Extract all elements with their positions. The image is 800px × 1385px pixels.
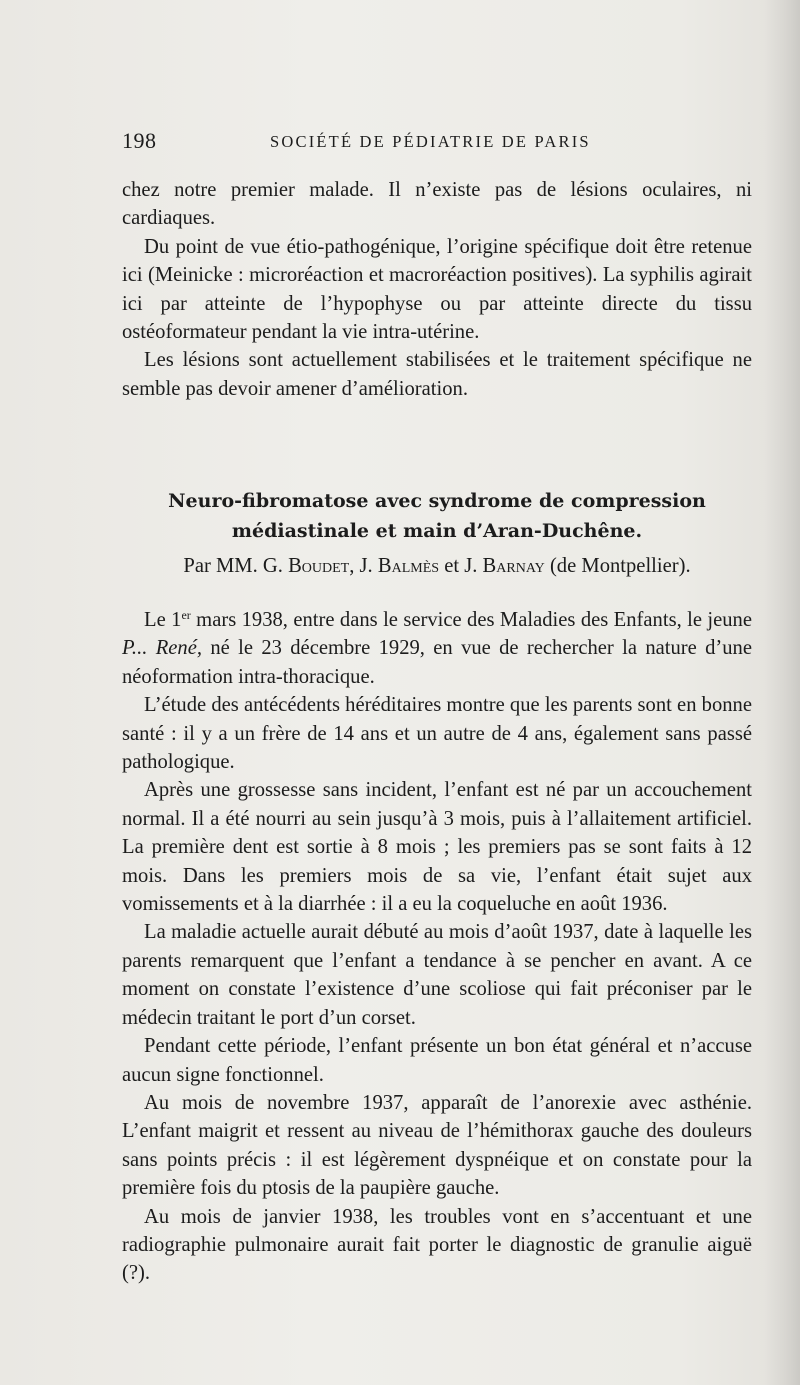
paragraph: Les lésions sont actuellement stabilisées et le traitement spécifique ne semble pas devoir amener d’amélioration. [122, 349, 752, 400]
author-name: Barnay [482, 555, 545, 577]
byline-separator: et J. [444, 555, 478, 577]
paragraph [122, 606, 752, 691]
ordinal-superscript: er [181, 608, 191, 622]
author-name: Balmès [377, 555, 440, 577]
paragraph: Au mois de novembre 1937, apparaît de l’anorexie avec asthénie. L’enfant maigrit et ressent au niveau de l’hémithorax gauche des douleurs sans points précis : il est légèrement dyspnéique et on constate pour la première fois du ptosis de la paupière gauche. [122, 1091, 752, 1200]
text-run: né le 23 décembre 1929, en vue de rechercher la nature d’une néoformation intra-thoracique. [122, 637, 752, 688]
paragraph: L’étude des antécédents héréditaires montre que les parents sont en bonne santé : il y a un frère de 14 ans et un autre de 4 ans, également sans passé pathologique. [122, 694, 752, 774]
page-gutter-shadow [764, 0, 800, 1385]
paragraph: Du point de vue étio-pathogénique, l’origine spécifique doit être retenue ici (Meinicke : microréaction et macroréaction positives). La syphilis agirait ici par atteinte de l’hypophyse ou par atteinte directe du tissu ostéoformateur pendant la vie intra-utérine. [122, 235, 752, 344]
text-run: Le 1 [144, 609, 182, 631]
patient-name: P... René, [122, 637, 203, 660]
article-byline [122, 551, 752, 581]
article-body [122, 606, 752, 1288]
author-affiliation: (de Montpellier). [549, 555, 691, 577]
article-title-line: Neuro-fibromatose avec syndrome de compression [168, 490, 706, 512]
author-name: Boudet [288, 555, 350, 577]
page-header [122, 128, 752, 158]
page-number: 198 [122, 128, 157, 153]
running-title: SOCIÉTÉ DE PÉDIATRIE DE PARIS [270, 132, 591, 151]
paragraph: Pendant cette période, l’enfant présente un bon état général et n’accuse aucun signe fonctionnel. [122, 1035, 752, 1086]
article-title [122, 486, 752, 546]
paragraph: chez notre premier malade. Il n’existe pas de lésions oculaires, ni cardiaques. [122, 179, 752, 230]
paragraph: La maladie actuelle aurait débuté au mois d’août 1937, date à laquelle les parents remarquent que l’enfant a tendance à se pencher en avant. A ce moment on constate l’existence d’une scoliose qui fait préconiser par le médecin traitant le port d’un corset. [122, 921, 752, 1029]
previous-article-conclusion [122, 176, 752, 403]
text-run: mars 1938, entre dans le service des Maladies des Enfants, le jeune [190, 609, 752, 631]
paragraph: Après une grossesse sans incident, l’enfant est né par un accouchement normal. Il a été nourri au sein jusqu’à 3 mois, puis à l’allaitement artificiel. La première dent est sortie à 8 mois ; les premiers pas se sont faits à 12 mois. Dans les premiers mois de sa vie, l’enfant était sujet aux vomissements et à la diarrhée : il a eu la coqueluche en août 1936. [122, 779, 752, 916]
byline-separator: , J. [349, 555, 373, 577]
article-title-line: médiastinale et main d’Aran-Duchêne. [231, 520, 643, 542]
byline-prefix: Par MM. G. [183, 555, 283, 577]
paragraph: Au mois de janvier 1938, les troubles vont en s’accentuant et une radiographie pulmonaire aurait fait porter le diagnostic de granulie aiguë (?). [122, 1205, 752, 1285]
